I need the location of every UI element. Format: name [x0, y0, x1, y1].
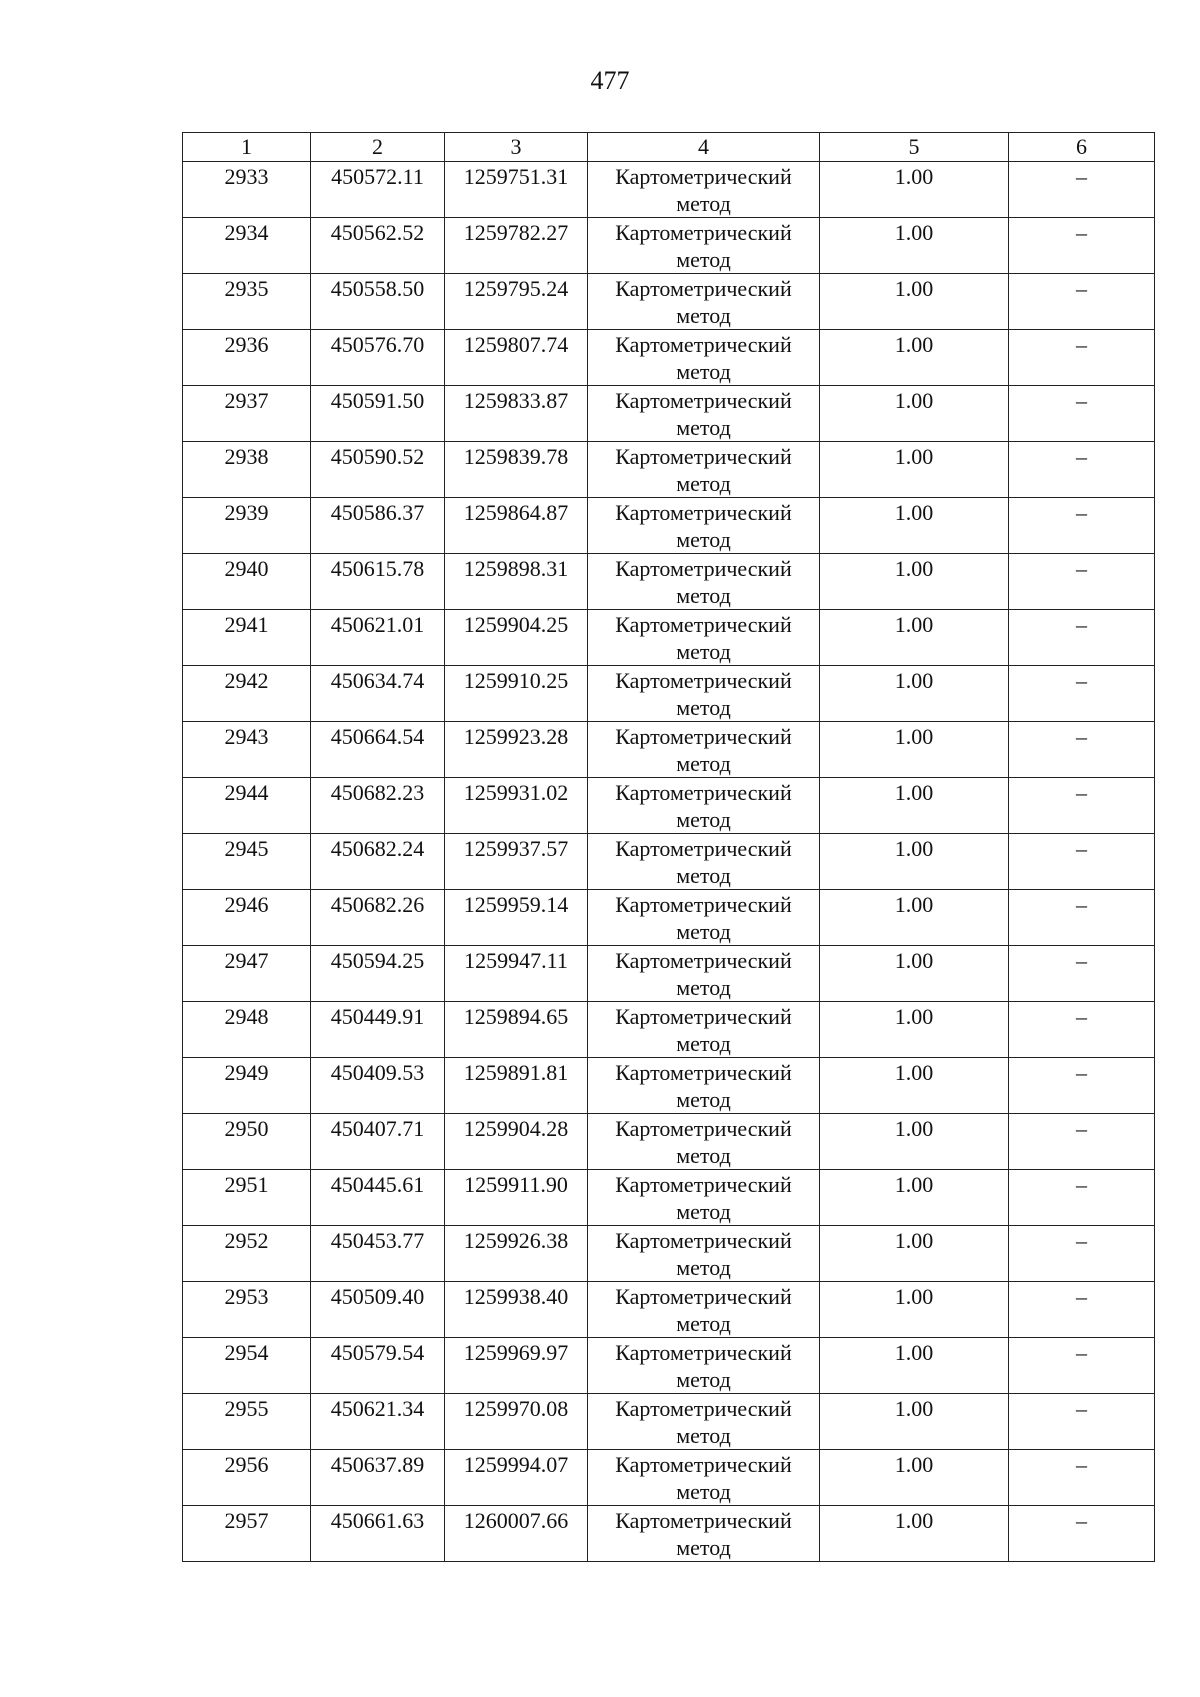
x-coordinate-cell: 450591.50	[311, 386, 445, 442]
accuracy-cell: 1.00	[820, 218, 1009, 274]
note-cell: –	[1009, 1506, 1155, 1562]
method-line-2: метод	[676, 359, 731, 384]
method-line-1: Картометрический	[615, 724, 792, 749]
accuracy-cell: 1.00	[820, 1002, 1009, 1058]
note-cell: –	[1009, 946, 1155, 1002]
accuracy-cell: 1.00	[820, 1226, 1009, 1282]
point-number-cell: 2953	[183, 1282, 311, 1338]
method-line-2: метод	[676, 415, 731, 440]
method-line-1: Картометрический	[615, 332, 792, 357]
y-coordinate-cell: 1259994.07	[445, 1450, 588, 1506]
x-coordinate-cell: 450621.01	[311, 610, 445, 666]
x-coordinate-cell: 450509.40	[311, 1282, 445, 1338]
accuracy-cell: 1.00	[820, 274, 1009, 330]
method-line-2: метод	[676, 919, 731, 944]
point-number-cell: 2933	[183, 162, 311, 218]
point-number-cell: 2955	[183, 1394, 311, 1450]
x-coordinate-cell: 450449.91	[311, 1002, 445, 1058]
method-line-1: Картометрический	[615, 1228, 792, 1253]
y-coordinate-cell: 1259751.31	[445, 162, 588, 218]
table-row	[183, 1226, 1155, 1282]
method-line-1: Картометрический	[615, 1452, 792, 1477]
point-number-cell: 2947	[183, 946, 311, 1002]
note-cell: –	[1009, 666, 1155, 722]
note-cell: –	[1009, 498, 1155, 554]
table-row	[183, 1114, 1155, 1170]
note-cell: –	[1009, 1450, 1155, 1506]
y-coordinate-cell: 1259931.02	[445, 778, 588, 834]
method-cell	[588, 1338, 820, 1394]
method-line-2: метод	[676, 303, 731, 328]
point-number-cell: 2937	[183, 386, 311, 442]
accuracy-cell: 1.00	[820, 330, 1009, 386]
note-cell: –	[1009, 1170, 1155, 1226]
x-coordinate-cell: 450445.61	[311, 1170, 445, 1226]
accuracy-cell: 1.00	[820, 1450, 1009, 1506]
column-header-5: 5	[820, 133, 1009, 162]
method-cell	[588, 386, 820, 442]
note-cell: –	[1009, 1002, 1155, 1058]
table-row	[183, 386, 1155, 442]
point-number-cell: 2946	[183, 890, 311, 946]
table-row	[183, 330, 1155, 386]
method-cell	[588, 1282, 820, 1338]
method-line-1: Картометрический	[615, 1060, 792, 1085]
table-row	[183, 442, 1155, 498]
point-number-cell: 2951	[183, 1170, 311, 1226]
accuracy-cell: 1.00	[820, 610, 1009, 666]
column-header-4: 4	[588, 133, 820, 162]
note-cell: –	[1009, 1338, 1155, 1394]
point-number-cell: 2943	[183, 722, 311, 778]
coordinates-table	[182, 132, 1155, 1562]
method-line-1: Картометрический	[615, 1284, 792, 1309]
method-cell	[588, 1002, 820, 1058]
method-line-2: метод	[676, 527, 731, 552]
point-number-cell: 2940	[183, 554, 311, 610]
method-cell	[588, 554, 820, 610]
y-coordinate-cell: 1259959.14	[445, 890, 588, 946]
x-coordinate-cell: 450409.53	[311, 1058, 445, 1114]
method-line-2: метод	[676, 1199, 731, 1224]
note-cell: –	[1009, 274, 1155, 330]
point-number-cell: 2948	[183, 1002, 311, 1058]
note-cell: –	[1009, 834, 1155, 890]
table-row	[183, 1338, 1155, 1394]
method-cell	[588, 666, 820, 722]
x-coordinate-cell: 450661.63	[311, 1506, 445, 1562]
point-number-cell: 2938	[183, 442, 311, 498]
x-coordinate-cell: 450576.70	[311, 330, 445, 386]
note-cell: –	[1009, 1114, 1155, 1170]
x-coordinate-cell: 450664.54	[311, 722, 445, 778]
method-line-1: Картометрический	[615, 612, 792, 637]
method-line-2: метод	[676, 1423, 731, 1448]
note-cell: –	[1009, 890, 1155, 946]
accuracy-cell: 1.00	[820, 834, 1009, 890]
method-cell	[588, 890, 820, 946]
y-coordinate-cell: 1259833.87	[445, 386, 588, 442]
x-coordinate-cell: 450586.37	[311, 498, 445, 554]
table-row	[183, 722, 1155, 778]
method-cell	[588, 274, 820, 330]
method-line-2: метод	[676, 695, 731, 720]
method-line-2: метод	[676, 1479, 731, 1504]
table-row	[183, 666, 1155, 722]
method-line-2: метод	[676, 863, 731, 888]
method-line-1: Картометрический	[615, 1116, 792, 1141]
method-cell	[588, 946, 820, 1002]
table-row	[183, 834, 1155, 890]
method-cell	[588, 1506, 820, 1562]
y-coordinate-cell: 1259839.78	[445, 442, 588, 498]
y-coordinate-cell: 1259947.11	[445, 946, 588, 1002]
method-line-2: метод	[676, 1087, 731, 1112]
note-cell: –	[1009, 1058, 1155, 1114]
note-cell: –	[1009, 218, 1155, 274]
accuracy-cell: 1.00	[820, 778, 1009, 834]
accuracy-cell: 1.00	[820, 1058, 1009, 1114]
method-line-2: метод	[676, 1367, 731, 1392]
point-number-cell: 2941	[183, 610, 311, 666]
method-line-2: метод	[676, 1311, 731, 1336]
table-row	[183, 1450, 1155, 1506]
accuracy-cell: 1.00	[820, 722, 1009, 778]
note-cell: –	[1009, 778, 1155, 834]
x-coordinate-cell: 450594.25	[311, 946, 445, 1002]
note-cell: –	[1009, 162, 1155, 218]
table-row	[183, 218, 1155, 274]
accuracy-cell: 1.00	[820, 442, 1009, 498]
table-row	[183, 554, 1155, 610]
method-line-2: метод	[676, 807, 731, 832]
y-coordinate-cell: 1259937.57	[445, 834, 588, 890]
point-number-cell: 2950	[183, 1114, 311, 1170]
accuracy-cell: 1.00	[820, 1170, 1009, 1226]
note-cell: –	[1009, 330, 1155, 386]
y-coordinate-cell: 1259938.40	[445, 1282, 588, 1338]
method-line-1: Картометрический	[615, 836, 792, 861]
accuracy-cell: 1.00	[820, 1282, 1009, 1338]
method-line-1: Картометрический	[615, 276, 792, 301]
method-line-1: Картометрический	[615, 1172, 792, 1197]
method-line-1: Картометрический	[615, 780, 792, 805]
method-cell	[588, 330, 820, 386]
method-line-2: метод	[676, 583, 731, 608]
method-line-1: Картометрический	[615, 556, 792, 581]
x-coordinate-cell: 450572.11	[311, 162, 445, 218]
table-row	[183, 1002, 1155, 1058]
column-header-6: 6	[1009, 133, 1155, 162]
x-coordinate-cell: 450682.26	[311, 890, 445, 946]
y-coordinate-cell: 1259926.38	[445, 1226, 588, 1282]
method-line-2: метод	[676, 1031, 731, 1056]
method-line-1: Картометрический	[615, 500, 792, 525]
point-number-cell: 2936	[183, 330, 311, 386]
accuracy-cell: 1.00	[820, 1114, 1009, 1170]
method-line-2: метод	[676, 975, 731, 1000]
point-number-cell: 2942	[183, 666, 311, 722]
point-number-cell: 2952	[183, 1226, 311, 1282]
table-row	[183, 778, 1155, 834]
method-line-2: метод	[676, 247, 731, 272]
method-line-1: Картометрический	[615, 164, 792, 189]
method-line-1: Картометрический	[615, 892, 792, 917]
method-cell	[588, 1058, 820, 1114]
table-row	[183, 498, 1155, 554]
x-coordinate-cell: 450558.50	[311, 274, 445, 330]
note-cell: –	[1009, 722, 1155, 778]
table-row	[183, 946, 1155, 1002]
y-coordinate-cell: 1259864.87	[445, 498, 588, 554]
method-line-2: метод	[676, 191, 731, 216]
y-coordinate-cell: 1259894.65	[445, 1002, 588, 1058]
column-header-2: 2	[311, 133, 445, 162]
x-coordinate-cell: 450562.52	[311, 218, 445, 274]
accuracy-cell: 1.00	[820, 386, 1009, 442]
method-cell	[588, 1170, 820, 1226]
note-cell: –	[1009, 386, 1155, 442]
x-coordinate-cell: 450407.71	[311, 1114, 445, 1170]
method-line-1: Картометрический	[615, 388, 792, 413]
column-header-1: 1	[183, 133, 311, 162]
method-line-1: Картометрический	[615, 668, 792, 693]
method-cell	[588, 442, 820, 498]
point-number-cell: 2956	[183, 1450, 311, 1506]
table-row	[183, 1282, 1155, 1338]
y-coordinate-cell: 1259923.28	[445, 722, 588, 778]
point-number-cell: 2934	[183, 218, 311, 274]
table-row	[183, 610, 1155, 666]
x-coordinate-cell: 450615.78	[311, 554, 445, 610]
method-line-1: Картометрический	[615, 1004, 792, 1029]
method-line-1: Картометрический	[615, 948, 792, 973]
accuracy-cell: 1.00	[820, 1506, 1009, 1562]
table-body	[183, 162, 1155, 1562]
accuracy-cell: 1.00	[820, 1338, 1009, 1394]
method-cell	[588, 1450, 820, 1506]
y-coordinate-cell: 1259970.08	[445, 1394, 588, 1450]
method-line-1: Картометрический	[615, 1396, 792, 1421]
y-coordinate-cell: 1259782.27	[445, 218, 588, 274]
column-header-3: 3	[445, 133, 588, 162]
y-coordinate-cell: 1259795.24	[445, 274, 588, 330]
point-number-cell: 2949	[183, 1058, 311, 1114]
method-cell	[588, 218, 820, 274]
method-cell	[588, 778, 820, 834]
x-coordinate-cell: 450682.24	[311, 834, 445, 890]
table-row	[183, 1058, 1155, 1114]
accuracy-cell: 1.00	[820, 890, 1009, 946]
note-cell: –	[1009, 1282, 1155, 1338]
note-cell: –	[1009, 554, 1155, 610]
method-cell	[588, 834, 820, 890]
accuracy-cell: 1.00	[820, 162, 1009, 218]
y-coordinate-cell: 1259969.97	[445, 1338, 588, 1394]
method-line-2: метод	[676, 1255, 731, 1280]
method-cell	[588, 1394, 820, 1450]
y-coordinate-cell: 1259898.31	[445, 554, 588, 610]
accuracy-cell: 1.00	[820, 946, 1009, 1002]
method-line-2: метод	[676, 1143, 731, 1168]
y-coordinate-cell: 1259807.74	[445, 330, 588, 386]
point-number-cell: 2945	[183, 834, 311, 890]
method-cell	[588, 162, 820, 218]
method-cell	[588, 610, 820, 666]
point-number-cell: 2944	[183, 778, 311, 834]
table-row	[183, 274, 1155, 330]
x-coordinate-cell: 450590.52	[311, 442, 445, 498]
x-coordinate-cell: 450579.54	[311, 1338, 445, 1394]
page-number: 477	[590, 66, 630, 95]
note-cell: –	[1009, 610, 1155, 666]
table-row	[183, 1506, 1155, 1562]
x-coordinate-cell: 450682.23	[311, 778, 445, 834]
table-row	[183, 1394, 1155, 1450]
method-line-1: Картометрический	[615, 220, 792, 245]
method-cell	[588, 498, 820, 554]
method-line-2: метод	[676, 751, 731, 776]
note-cell: –	[1009, 1394, 1155, 1450]
header-row	[183, 133, 1155, 162]
note-cell: –	[1009, 1226, 1155, 1282]
note-cell: –	[1009, 442, 1155, 498]
x-coordinate-cell: 450637.89	[311, 1450, 445, 1506]
point-number-cell: 2957	[183, 1506, 311, 1562]
x-coordinate-cell: 450453.77	[311, 1226, 445, 1282]
y-coordinate-cell: 1259904.25	[445, 610, 588, 666]
method-line-2: метод	[676, 639, 731, 664]
method-line-2: метод	[676, 1535, 731, 1560]
x-coordinate-cell: 450634.74	[311, 666, 445, 722]
table-row	[183, 890, 1155, 946]
method-line-2: метод	[676, 471, 731, 496]
x-coordinate-cell: 450621.34	[311, 1394, 445, 1450]
point-number-cell: 2935	[183, 274, 311, 330]
y-coordinate-cell: 1259891.81	[445, 1058, 588, 1114]
accuracy-cell: 1.00	[820, 554, 1009, 610]
method-line-1: Картометрический	[615, 1340, 792, 1365]
point-number-cell: 2954	[183, 1338, 311, 1394]
y-coordinate-cell: 1260007.66	[445, 1506, 588, 1562]
accuracy-cell: 1.00	[820, 666, 1009, 722]
table-row	[183, 1170, 1155, 1226]
point-number-cell: 2939	[183, 498, 311, 554]
accuracy-cell: 1.00	[820, 498, 1009, 554]
method-line-1: Картометрический	[615, 1508, 792, 1533]
accuracy-cell: 1.00	[820, 1394, 1009, 1450]
method-cell	[588, 1226, 820, 1282]
y-coordinate-cell: 1259910.25	[445, 666, 588, 722]
y-coordinate-cell: 1259911.90	[445, 1170, 588, 1226]
table-header	[183, 133, 1155, 162]
method-cell	[588, 722, 820, 778]
method-line-1: Картометрический	[615, 444, 792, 469]
method-cell	[588, 1114, 820, 1170]
table-row	[183, 162, 1155, 218]
y-coordinate-cell: 1259904.28	[445, 1114, 588, 1170]
